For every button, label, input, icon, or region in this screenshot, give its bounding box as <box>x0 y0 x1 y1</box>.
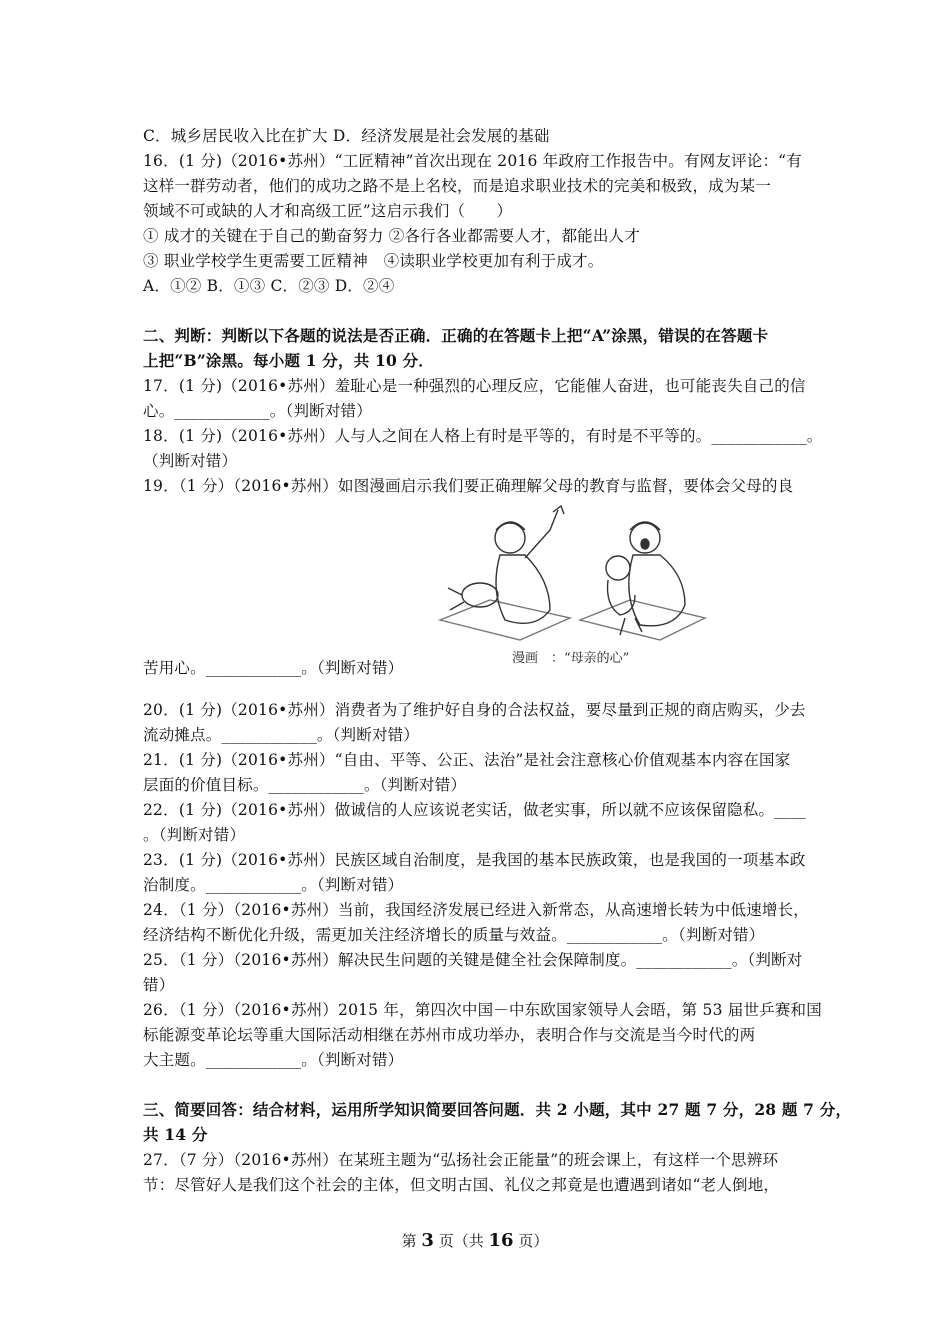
text-line: 苦用心。____________。（判断对错） <box>143 659 404 677</box>
footer-suffix: 页） <box>513 1232 549 1250</box>
page-number: 3 <box>421 1230 434 1251</box>
text-line: 错） <box>143 976 175 994</box>
question-24: 24．（1 分）（2016•苏州）当前，我国经济发展已经进入新常态，从高速增长转为中低速增长， <box>143 901 810 919</box>
section-heading: 上把“B”涂黑。每小题 1 分，共 10 分． <box>143 351 434 370</box>
question-21: 21．(1 分)（2016•苏州）“自由、平等、公正、法治”是社会注意核心价值观基本内容在国家 <box>143 751 791 769</box>
question-23: 23．(1 分)（2016•苏州）民族区域自治制度，是我国的基本民族政策，也是我国的一项基本政 <box>143 851 806 869</box>
footer-middle: 页（共 <box>433 1232 489 1250</box>
text-line: （判断对错） <box>143 452 238 470</box>
section-heading: 共 14 分 <box>143 1125 208 1144</box>
page-footer <box>0 1230 950 1251</box>
page-total: 16 <box>488 1230 514 1251</box>
text-line: ③ 职业学校学生更需要工匠精神 ④读职业学校更加有利于成才。 <box>143 252 604 270</box>
text-line: 流动摊点。____________。（判断对错） <box>143 726 420 744</box>
question-19: 19．（1 分）（2016•苏州）如图漫画启示我们要正确理解父母的教育与监督，要体会父母的良 <box>143 477 794 495</box>
figure-caption: 漫画 ：“母亲的心” <box>512 651 630 666</box>
question-20: 20．(1 分)（2016•苏州）消费者为了维护好自身的合法权益，要尽量到正规的商店购买，少去 <box>143 701 806 719</box>
text-line: 心。____________。（判断对错） <box>143 402 372 420</box>
cartoon-figure <box>430 500 710 675</box>
question-25: 25．（1 分）（2016•苏州）解决民生问题的关键是健全社会保障制度。____________。（判断对 <box>143 951 803 969</box>
text-line: C．城乡居民收入比在扩大 D．经济发展是社会发展的基础 <box>143 127 550 145</box>
text-line: 这样一群劳动者，他们的成功之路不是上名校，而是追求职业技术的完美和极致，成为某一 <box>143 177 772 195</box>
question-16: 16．(1 分)（2016•苏州）“工匠精神”首次出现在 2016 年政府工作报告中。有网友评论：“有 <box>143 152 802 170</box>
answer-options: A．①② B．①③ C．②③ D．②④ <box>143 277 395 295</box>
text-line: 经济结构不断优化升级，需更加关注经济增长的质量与效益。____________。（判断对错） <box>143 926 765 944</box>
text-line: 。（判断对错） <box>143 826 246 844</box>
section-heading: 二、判断：判断以下各题的说法是否正确．正确的在答题卡上把“A”涂黑，错误的在答题卡 <box>143 326 769 345</box>
text-line: 治制度。____________。（判断对错） <box>143 876 404 894</box>
question-27: 27．（7 分）（2016•苏州）在某班主题为“弘扬社会正能量”的班会课上，有这样一个思辨环 <box>143 1151 779 1169</box>
footer-prefix: 第 <box>401 1232 422 1250</box>
question-22: 22．(1 分)（2016•苏州）做诚信的人应该说老实话，做老实事，所以就不应该保留隐私。____ <box>143 801 806 819</box>
text-line: 层面的价值目标。____________。（判断对错） <box>143 776 467 794</box>
question-26: 26．（1 分）（2016•苏州）2015 年，第四次中国－中东欧国家领导人会晤，第 53 届世乒赛和国 <box>143 1001 822 1019</box>
text-line: 标能源变革论坛等重大国际活动相继在苏州市成功举办，表明合作与交流是当今时代的两 <box>143 1026 756 1044</box>
text-line: 节：尽管好人是我们这个社会的主体，但文明古国、礼仪之邦竟是也遭遇到诸如“老人倒地， <box>143 1176 780 1194</box>
section-heading: 三、简要回答：结合材料，运用所学知识简要回答问题．共 2 小题，其中 27 题 7 分，28 题 7 分， <box>143 1100 852 1119</box>
question-18: 18．(1 分)（2016•苏州）人与人之间在人格上有时是平等的，有时是不平等的。____________。 <box>143 427 823 445</box>
question-17: 17．(1 分)（2016•苏州）羞耻心是一种强烈的心理反应，它能催人奋进，也可能丧失自己的信 <box>143 377 806 395</box>
text-line: 大主题。____________。（判断对错） <box>143 1051 404 1069</box>
text-line: 领域不可或缺的人才和高级工匠”这启示我们（ ） <box>143 202 513 220</box>
text-line: ① 成才的关键在于自己的勤奋努力 ②各行各业都需要人才，都能出人才 <box>143 227 640 245</box>
